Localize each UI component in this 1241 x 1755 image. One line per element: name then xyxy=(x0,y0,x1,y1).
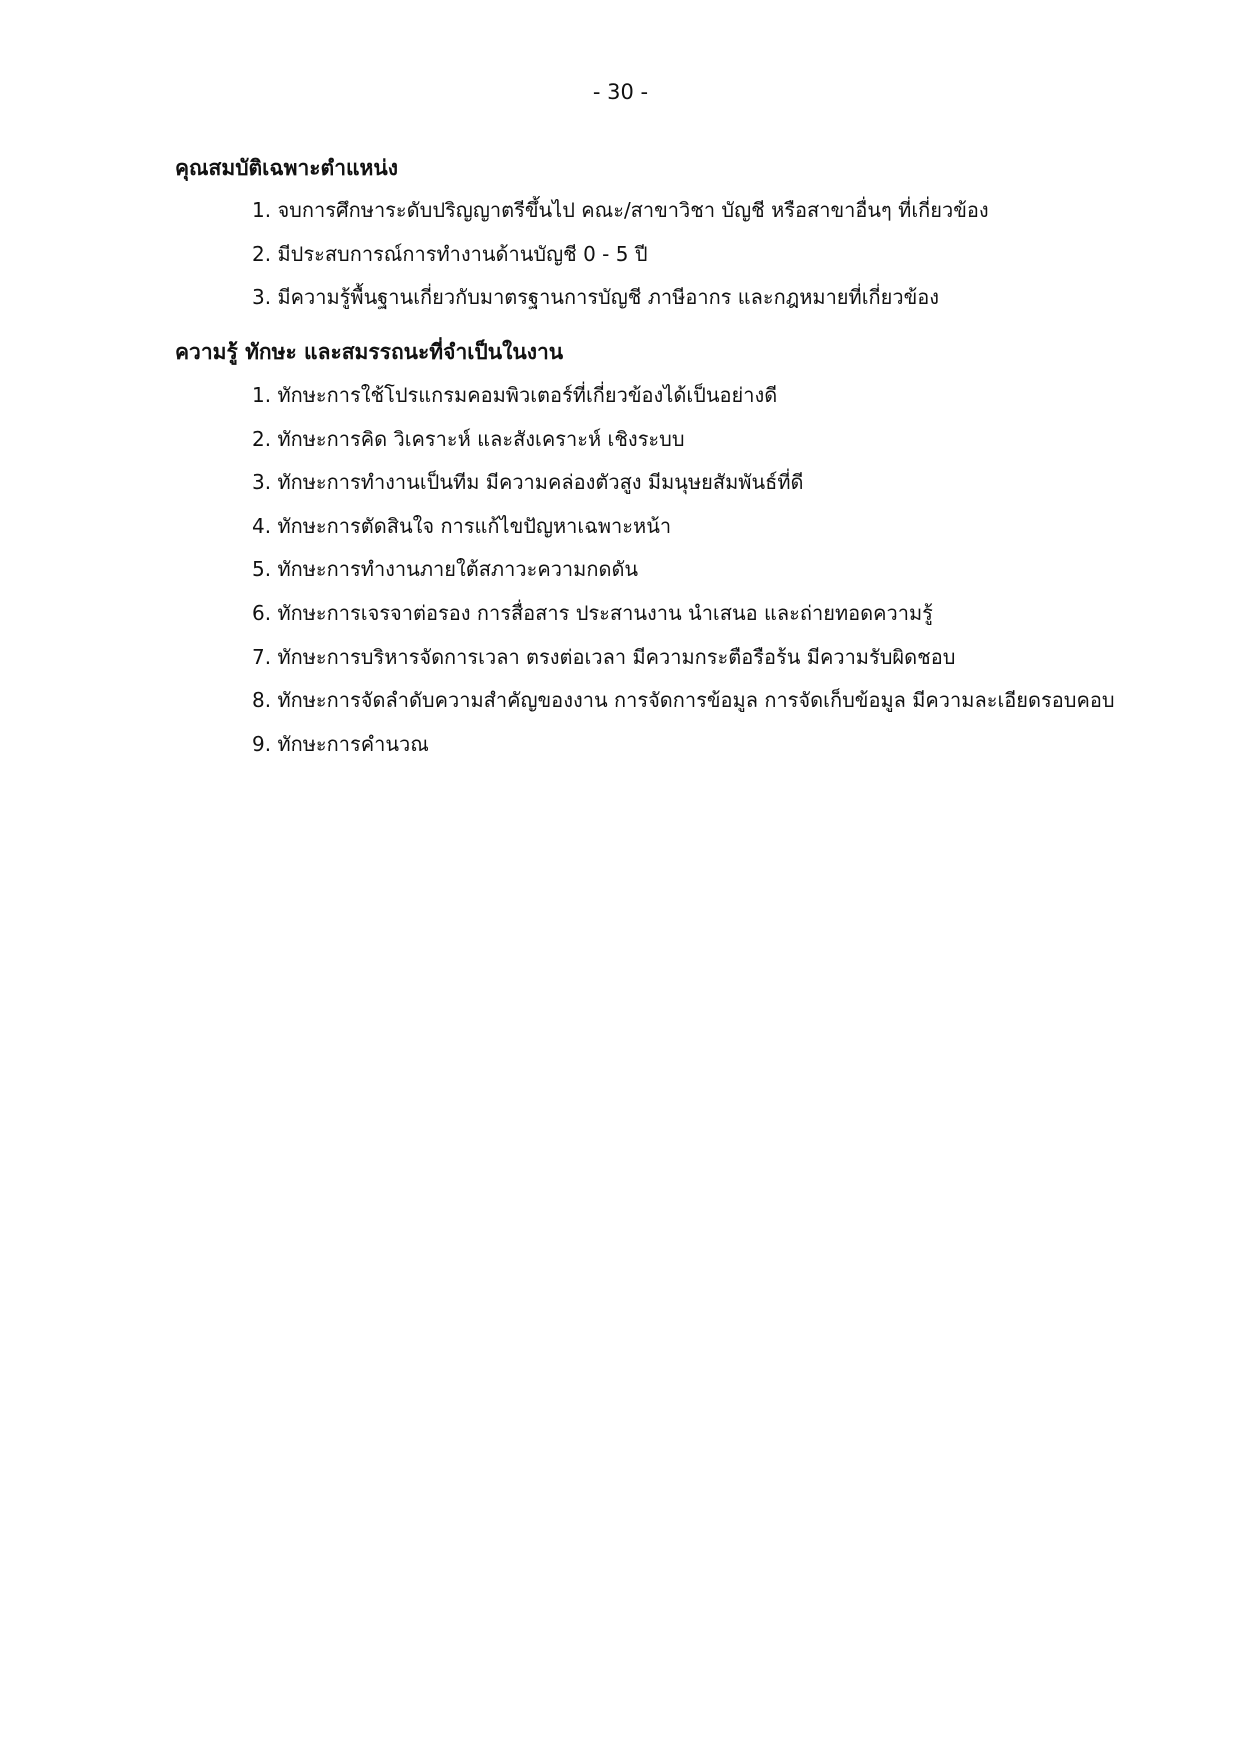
item-text: มีประสบการณ์การทำงานด้านบัญชี 0 - 5 ปี xyxy=(277,241,648,266)
item-text: ทักษะการคำนวณ xyxy=(277,731,429,756)
list-item xyxy=(252,554,1115,598)
item-number: 4. xyxy=(252,513,272,538)
item-number: 7. xyxy=(252,644,272,669)
section-heading-skills: ความรู้ ทักษะ และสมรรถนะที่จำเป็นในงาน xyxy=(175,340,564,364)
item-number: 3. xyxy=(252,285,272,310)
item-text: มีความรู้พื้นฐานเกี่ยวกับมาตรฐานการบัญชี ภาษีอากร และกฎหมายที่เกี่ยวข้อง xyxy=(277,285,940,310)
item-text: ทักษะการจัดลำดับความสำคัญของงาน การจัดการข้อมูล การจัดเก็บข้อมูล มีความละเอียดรอบคอบ xyxy=(277,688,1115,713)
item-text: ทักษะการคิด วิเคราะห์ และสังเคราะห์ เชิงระบบ xyxy=(277,426,685,451)
item-text: ทักษะการเจรจาต่อรอง การสื่อสาร ประสานงาน นำเสนอ และถ่ายทอดความรู้ xyxy=(277,600,933,625)
item-number: 8. xyxy=(252,688,272,713)
item-text: ทักษะการทำงานเป็นทีม มีความคล่องตัวสูง มีมนุษยสัมพันธ์ที่ดี xyxy=(277,470,804,495)
list-item xyxy=(252,729,1115,773)
item-number: 2. xyxy=(252,241,272,266)
list-item xyxy=(252,239,989,283)
item-text: ทักษะการใช้โปรแกรมคอมพิวเตอร์ที่เกี่ยวข้องได้เป็นอย่างดี xyxy=(277,383,778,407)
item-number: 9. xyxy=(252,731,272,756)
section-heading-qualifications: คุณสมบัติเฉพาะตำแหน่ง xyxy=(175,156,398,180)
item-number: 2. xyxy=(252,426,272,451)
item-text: ทักษะการตัดสินใจ การแก้ไขปัญหาเฉพาะหน้า xyxy=(277,513,672,538)
item-number: 5. xyxy=(252,557,272,582)
item-text: ทักษะการทำงานภายใต้สภาวะความกดดัน xyxy=(277,557,639,582)
item-text: ทักษะการบริหารจัดการเวลา ตรงต่อเวลา มีความกระตือรือร้น มีความรับผิดชอบ xyxy=(277,644,956,669)
item-number: 3. xyxy=(252,470,272,495)
list-item xyxy=(252,380,1115,424)
list-item xyxy=(252,685,1115,729)
list-item xyxy=(252,511,1115,555)
item-number: 1. xyxy=(252,198,272,222)
page-number: - 30 - xyxy=(592,80,649,104)
qualifications-list xyxy=(252,195,989,326)
item-number: 6. xyxy=(252,600,272,625)
list-item xyxy=(252,424,1115,468)
skills-list xyxy=(252,380,1115,772)
list-item xyxy=(252,467,1115,511)
list-item xyxy=(252,598,1115,642)
list-item xyxy=(252,195,989,239)
list-item xyxy=(252,642,1115,686)
item-number: 1. xyxy=(252,383,272,407)
list-item xyxy=(252,282,989,326)
item-text: จบการศึกษาระดับปริญญาตรีขึ้นไป คณะ/สาขาวิชา บัญชี หรือสาขาอื่นๆ ที่เกี่ยวข้อง xyxy=(277,198,989,222)
